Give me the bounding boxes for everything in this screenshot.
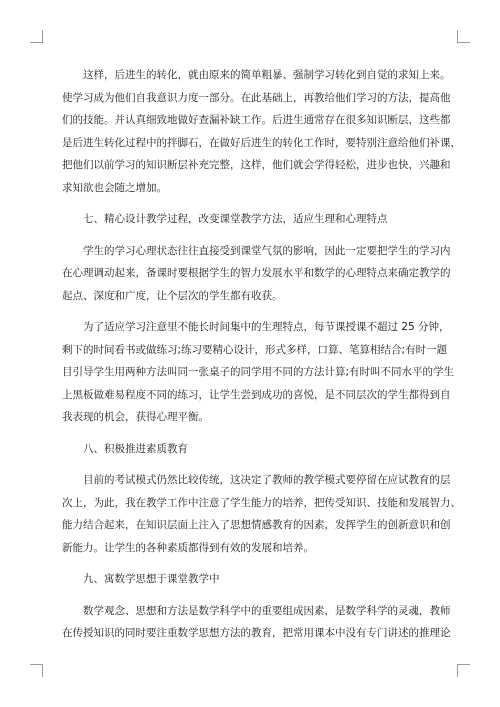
paragraph	[62, 64, 461, 199]
paragraph-spacing	[62, 460, 440, 469]
section-heading	[62, 438, 440, 461]
paragraph-spacing	[62, 559, 440, 568]
paragraph	[62, 316, 455, 429]
text-line: 八、积极推进素质教育	[83, 442, 188, 455]
text-line: 这样，后进生的转化，就由原来的简单粗暴、强制学习转化到自觉的求知上来。	[83, 69, 451, 81]
text-line: 目引导学生用两种方法叫同一张桌子的同学用不同的方法计算;有时叫不同水平的学生	[62, 366, 455, 378]
text-line: 在传授知识的同时要注重数学思想方法的教育，把常用课本中没有专门讲述的推理论	[62, 627, 451, 639]
section-heading	[62, 568, 440, 591]
paragraph-spacing	[62, 199, 440, 208]
paragraph-spacing	[62, 231, 440, 240]
text-line: 目前的考试模式仍然比较传统，这决定了教师的教学模式要停留在应试教育的层	[83, 474, 451, 486]
text-line: 在心理调动起来，备课时要根据学生的智力发展水平和数学的心理特点来确定教学的	[62, 267, 451, 279]
paragraph	[62, 469, 461, 559]
section-heading	[62, 208, 440, 231]
text-line: 数学观念、思想和方法是数学科学中的重要组成因素，是数学科学的灵魂，教师	[83, 604, 451, 617]
text-line: 新能力。让学生的各种素质都得到有效的发展和培养。	[62, 541, 314, 554]
document-body	[62, 64, 461, 645]
crop-mark-top-left	[30, 30, 43, 43]
paragraph-spacing	[62, 429, 440, 438]
text-line: 九、寓数学思想于课堂教学中	[83, 573, 220, 585]
text-line: 学生的学习心理状态往往直接受到课堂气氛的影响，因此一定要把学生的学习内	[83, 244, 451, 257]
text-line: 为了适应学习注意里不能长时间集中的生理特点，每节课授课不超过 25 分钟，	[83, 321, 450, 333]
text-line: 次上，为此，我在教学工作中注意了学生能力的培养，把传受知识、技能和发展智力、	[62, 496, 461, 509]
text-line: 我表现的机会，获得心理平衡。	[62, 411, 209, 423]
text-line: 上黑板做难易程度不同的练习，让学生尝到成功的喜悦，是不同层次的学生都得到自	[62, 388, 451, 401]
text-line: 剩下的时间看书或做练习;练习要精心设计，形式多样，口算、笔算相结合;有时一题	[62, 343, 448, 356]
text-line: 们的技能。并认真细致地做好查漏补缺工作。后进生通常存在很多知识断层，这些都	[62, 114, 451, 126]
text-line: 求知欲也会随之增加。	[62, 181, 167, 194]
paragraph-spacing	[62, 591, 440, 600]
text-line: 使学习成为他们自我意识力度一部分。在此基础上，再教给他们学习的方法，提高他	[62, 91, 451, 104]
text-line: 把他们以前学习的知识断层补充完整，这样，他们就会学得轻松，进步也快，兴趣和	[62, 159, 451, 171]
text-line: 能力结合起来，在知识层面上注入了思想情感教育的因素，发挥学生的创新意识和创	[62, 519, 451, 531]
paragraph	[62, 240, 451, 308]
crop-mark-bottom-right	[457, 664, 470, 677]
text-line: 是后进生转化过程中的拌脚石，在做好后进生的转化工作时，要特别注意给他们补课，	[62, 136, 461, 149]
text-line: 七、精心设计教学过程，改变课堂教学方法，适应生理和心理特点	[83, 213, 388, 225]
paragraph-spacing	[62, 307, 440, 316]
paragraph	[62, 600, 451, 645]
text-line: 起点、深度和广度，让个层次的学生都有收获。	[62, 289, 283, 302]
crop-mark-top-right	[457, 30, 470, 43]
crop-mark-bottom-left	[30, 664, 43, 677]
